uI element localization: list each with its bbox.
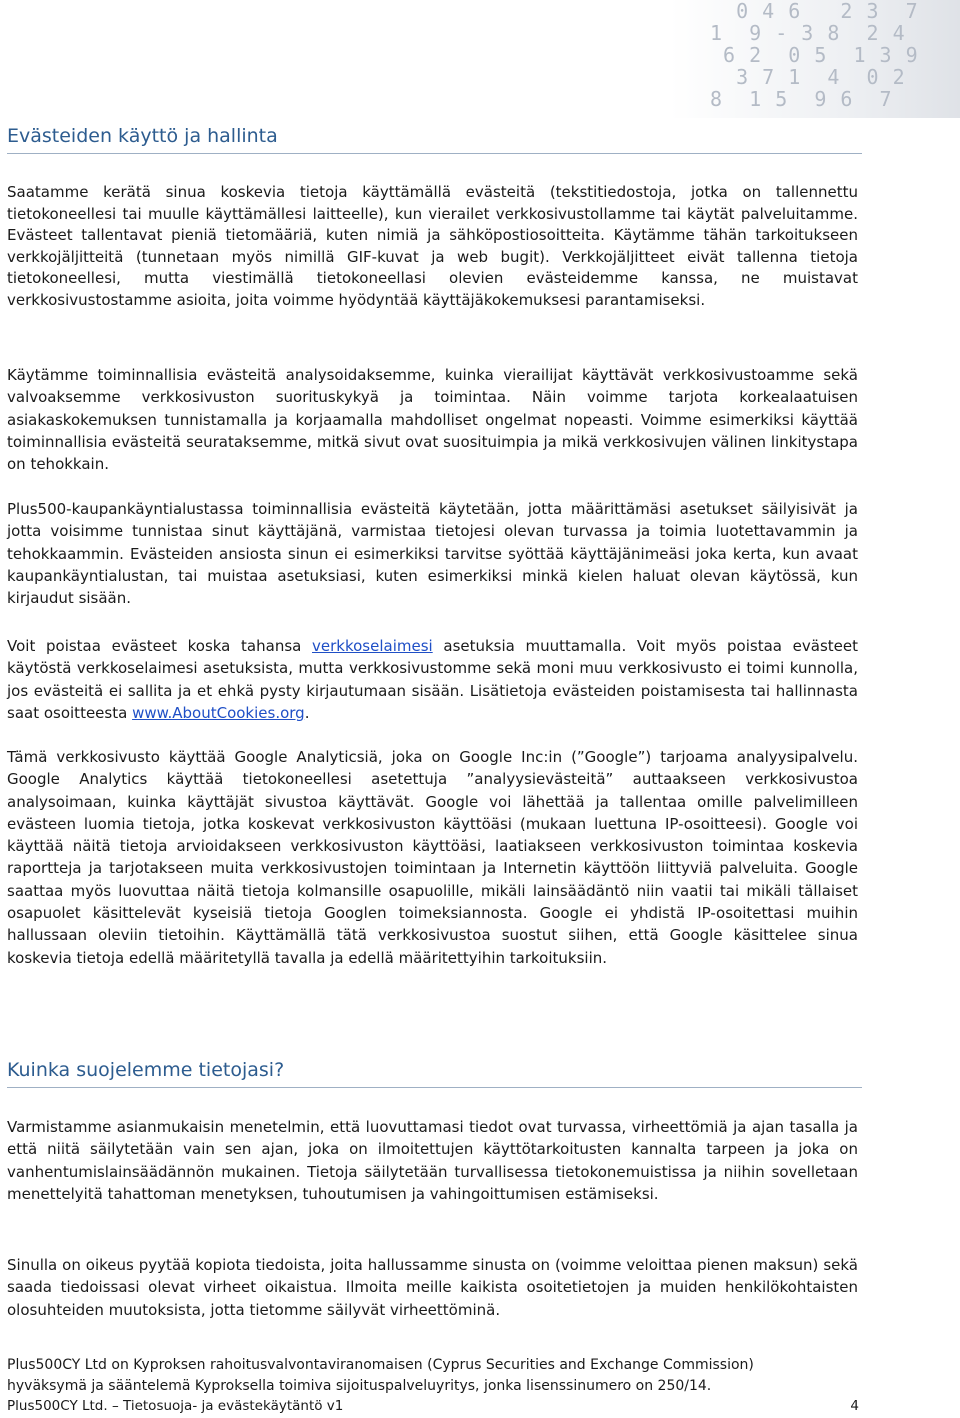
regulatory-note-line: Plus500CY Ltd on Kyproksen rahoitusvalvontaviranomaisen (Cyprus Securities and Exchange Commission) xyxy=(7,1357,754,1373)
paragraph-data-security: Varmistamme asianmukaisin menetelmin, että luovuttamasi tiedot ovat turvassa, virheettömiä ja ajan tasalla ja että niitä säilytetään vain sen ajan, joka on ilmoitettujen käyttötarkoitusten kannalta tarpeen ja joka on vanhentumislainsäädännön mukainen. Tietoja säilytetään turvallisessa tietokonemuistissa ja niihin sovelletaan menettelyitä tahattoman menetyksen, tuhoutumisen ja vahingoittumisen estämiseksi. xyxy=(7,1118,858,1203)
footer-document-title: Tietosuoja- ja evästekäytäntö v1 xyxy=(123,1398,344,1414)
header-decoration: 0 4 6 2 3 7 1 9 - 3 8 2 4 6 2 0 5 1 3 9 3 7 1 4 0 2 8 1 5 9 6 7 xyxy=(670,0,960,118)
paragraph-cookies-intro: Saatamme kerätä sinua koskevia tietoja käyttämällä evästeitä (tekstitiedostoja, jotka on tallennettu tietokoneellesi tai muulle käyttämällesi laitteelle), kun vierailet verkkosivustollamme tai käytät palveluitamme. Evästeet tallentavat pieniä tietomääriä, kuten nimiä ja sähköpostiosoitteita. Käytämme tähän tarkoitukseen verkkojäljitteitä (tunnetaan myös nimillä GIF-kuvat ja web bugit). Verkkojäljitteet eivät tallenna tietoja tietokoneellesi, mutta viestimällä tietokoneellasi olevien evästeidemme kanssa, ne muistavat verkkosivustostamme asioita, joita voimme hyödyntää käyttäjäkokemuksesi parantamiseksi. xyxy=(7,183,858,309)
paragraph-google-analytics: Tämä verkkosivusto käyttää Google Analyticsiä, joka on Google Inc:in (”Google”) tarjoama analyysipalvelu. Google Analytics käyttää tietokoneellesi asetettuja ”analyysievästeitä” auttaakseen verkkosivustoa analysoimaan, kuinka käyttäjät sivustoa käyttävät. Google voi lähettää ja tallentaa omille palvelimilleen evästeen luomia tietoja, jotka koskevat verkkosivuston käyttöäsi (mukaan luettuna IP-osoitteesi). Google voi käyttää näitä tietoja arvioidakseen verkkosivuston käyttöäsi, laatiakseen verkkosivuston toimintaa koskevia raportteja ja tarjotakseen muita verkkosivustojen toimintaan ja Internetin käyttöön liittyviä palveluita. Google saattaa myös luovuttaa näitä tietoja kolmansille osapuolille, mikäli lainsäädäntö niin vaatii tai mikäli tällaiset osapuolet käsittelevät kyseisiä tietoja Googlen toimeksiannosta. Google ei yhdistä IP-osoitettasi muihin hallussaan oleviin tietoihin. Käyttämällä tätä verkkosivustoa suostut siihen, että Google käsittelee sinua koskevia tietoja edellä määritetyllä tavalla ja edellä määritettyihin tarkoituksiin. xyxy=(7,748,858,967)
browser-link[interactable]: verkkoselaimesi xyxy=(312,637,433,655)
aboutcookies-link[interactable]: www.AboutCookies.org xyxy=(132,703,305,722)
text-segment: . xyxy=(304,703,310,722)
paragraph-platform-cookies: Plus500-kaupankäyntialustassa toiminnallisia evästeitä käytetään, jotta määrittämäsi asetukset säilyisivät ja jotta voisimme tunnistaa sinut käyttäjänä, varmistaa tietojesi olevan turvassa ja toimia luotettavammin ja tehokkaammin. Evästeiden ansiosta sinun ei esimerkiksi tarvitse syöttää käyttäjänimeäsi joka kerta, kun avaat kaupankäyntialustan, tai muistaa asetuksiasi, kuten esimerkiksi minkä kielen haluat olevan käytössä, kun kirjaudut sisään. xyxy=(7,500,858,608)
section-heading-protection: Kuinka suojelemme tietojasi? xyxy=(7,1059,862,1088)
regulatory-note-line: hyväksymä ja sääntelemä Kyproksella toimiva sijoituspalveluyritys, jonka lisenssinumero on 250/14. xyxy=(7,1378,712,1394)
paragraph-data-rights: Sinulla on oikeus pyytää kopiota tiedoista, joita hallussamme sinusta on (voimme veloittaa pienen maksun) sekä saada tiedoissasi olevat virheet oikaistua. Ilmoita meille kaikista osoitetietojen ja muiden henkilökohtaisten olosuhteiden muutoksista, jotta tietomme säilyvät virheettöminä. xyxy=(7,1256,858,1319)
regulatory-note xyxy=(7,1355,867,1397)
section-heading-cookies: Evästeiden käyttö ja hallinta xyxy=(7,125,862,154)
text-segment: Voit poistaa evästeet koska tahansa xyxy=(7,637,313,655)
page-footer xyxy=(7,1396,859,1416)
paragraph-remove-cookies xyxy=(7,635,858,724)
text-segment: asetuksia muuttamalla. Voit myös poistaa evästeet käytöstä verkkoselaimesi asetuksista, mutta verkkosivustomme sekä moni muu verkkosivusto ei toimi kunnolla, jos evästeitä ei sallita ja et ehkä pysty kirjautumaan sisään. Lisätietoja evästeiden poistamisesta tai hallinnasta saat osoitteesta xyxy=(7,637,858,722)
page-number: 4 xyxy=(850,1398,859,1414)
footer-company: Plus500CY Ltd. xyxy=(7,1398,108,1414)
paragraph-functional-cookies: Käytämme toiminnallisia evästeitä analysoidaksemme, kuinka vierailijat käyttävät verkkosivustoamme sekä valvoaksemme verkkosivuston suorituskykyä ja toimintaa. Näin voimme tarjota korkealaatuisen asiakaskokemuksen tunnistamalla ja korjaamalla mahdolliset ongelmat nopeasti. Voimme esimerkiksi käyttää toiminnallisia evästeitä seurataksemme, mitkä sivut ovat suosituimpia ja mikä verkkosivujen välinen linkitystapa on tehokkain. xyxy=(7,366,858,474)
footer-separator: – xyxy=(107,1398,123,1414)
